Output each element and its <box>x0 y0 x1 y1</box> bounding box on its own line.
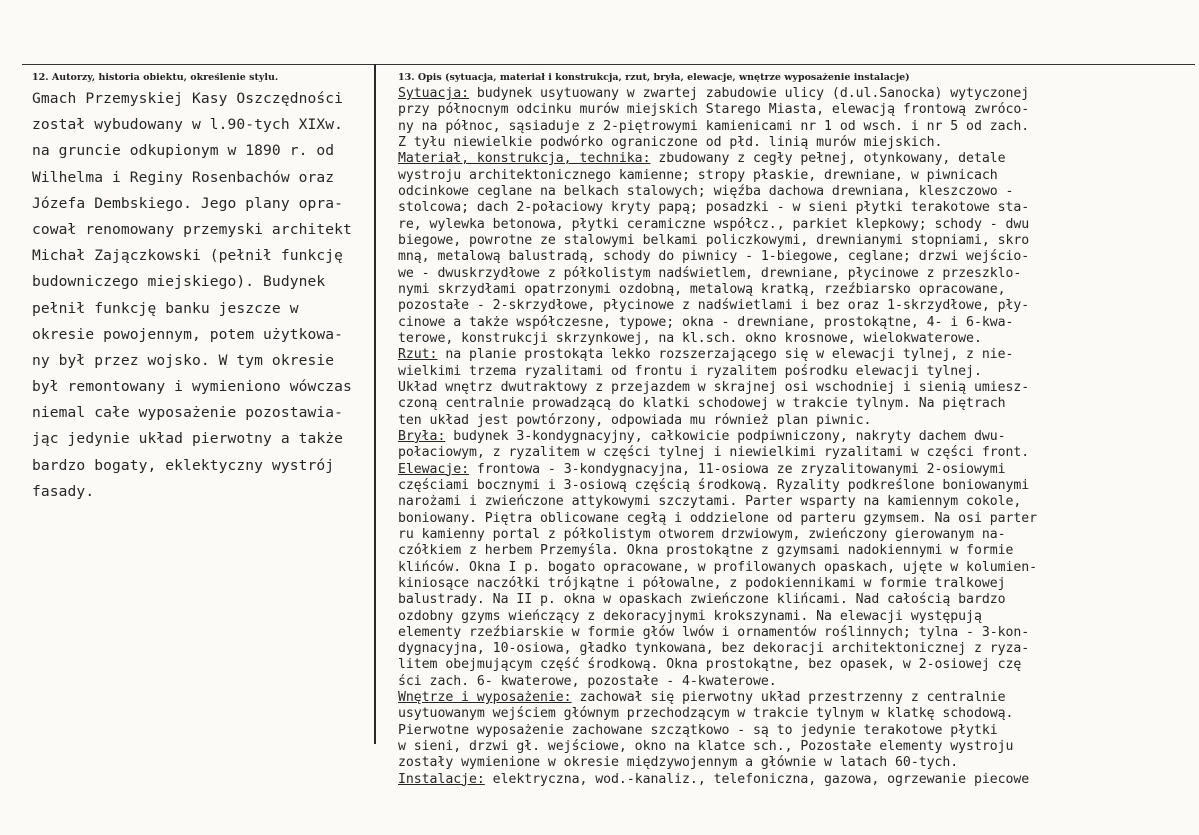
description-text <box>398 86 1198 788</box>
description-header: 13. Opis (sytuacja, materiał i konstrukcja, rzut, bryła, elewacje, wnętrze wyposażenie instalacje) <box>398 72 910 83</box>
description-line-text: Pierwotne wyposażenie zachowane szczątkowo - są to jedynie terakotowe płytki <box>398 722 998 738</box>
description-line <box>398 511 1198 527</box>
section-label: Instalacje: <box>398 771 485 787</box>
description-line-text: litem obejmującym część środkową. Okna prostokątne, bez opasek, w 2-osiowej czę <box>398 657 1022 673</box>
description-line-text: częściami bocznymi i 3-osiową częścią środkową. Ryzality podkreślone boniowanymi <box>398 477 1030 493</box>
history-line: okresie powojennym, potem użytkowa- <box>32 325 344 343</box>
history-line: budowniczego miejskiego). Budynek <box>32 273 326 291</box>
history-line: Józefa Dembskiego. Jego plany opra- <box>32 194 344 212</box>
description-line <box>398 184 1198 200</box>
description-line-text: re, wylewka betonowa, płytki ceramiczne współcz., parkiet klepkowy; schody - dwu <box>398 216 1030 232</box>
description-line <box>398 739 1198 755</box>
description-line-text: cinowe a także współczesne, typowe; okna - drewniane, prostokątne, 4- i 6-kwa- <box>398 314 1014 330</box>
description-line <box>398 282 1198 298</box>
description-line <box>398 772 1198 788</box>
description-line-text: boniowany. Piętra oblicowane cegłą i oddzielone od parteru gzymsem. Na osi parter <box>398 510 1038 526</box>
description-line-text: w sieni, drzwi gł. wejściowe, okno na klatce sch., Pozostałe elementy wystroju <box>398 739 1014 755</box>
description-section <box>398 70 1198 788</box>
section-label: Bryła: <box>398 428 446 444</box>
description-line-text: elektryczna, wod.-kanaliz., telefoniczna, gazowa, ogrzewanie piecowe <box>484 771 1030 787</box>
description-line <box>398 102 1198 118</box>
description-line <box>398 429 1198 445</box>
description-line-text: ozdobny gzyms wieńczący z dekoracyjnymi krokszynami. Na elewacji występują <box>398 608 982 624</box>
description-line-text: przy północnym odcinku murów miejskich Starego Miasta, elewacją frontową zwróco- <box>398 102 1030 118</box>
description-line <box>398 592 1198 608</box>
description-line-text: czoną centralnie prowadzącą do klatki schodowej w trakcie tylnym. Na piętrach <box>398 396 1006 412</box>
description-line-text: dygnacyjna, 10-osiowa, gładko tynkowana, bez dekoracji architektonicznej z ryza- <box>398 641 1030 657</box>
description-line-text: Układ wnętrz dwutraktowy z przejazdem w skrajnej osi wschodniej i sienią umiesz- <box>398 379 1030 395</box>
description-line <box>398 331 1198 347</box>
description-line-text: na planie prostokąta lekko rozszerzającego się w elewacji tylnej, z nie- <box>437 347 1014 363</box>
section-label: Materiał, konstrukcja, technika: <box>398 151 651 167</box>
description-line <box>398 641 1198 657</box>
section-label: Wnętrze i wyposażenie: <box>398 690 572 706</box>
description-line-text: mną, metalową balustradą, schody do piwnicy - 1-biegowe, ceglane; drzwi wejścio- <box>398 249 1030 265</box>
section-label: Elewacje: <box>398 461 470 477</box>
description-line-text: usytuowanym wejściem głównym przechodzącym w trakcie tylnym w klatkę schodową. <box>398 706 1014 722</box>
description-line-text: klińców. Okna I p. bogato opracowane, w profilowanych opaskach, ujęte w kolumien- <box>398 559 1038 575</box>
description-line-text: odcinkowe ceglane na belkach stalowych; więźba dachowa drewniana, kleszczowo - <box>398 183 1014 199</box>
description-line-text: Z tyłu niewielkie podwórko ograniczone od płd. linią murów miejskich. <box>398 134 943 150</box>
description-line <box>398 298 1198 314</box>
description-line-text: wystroju architektonicznego kamienne; stropy płaskie, drewniane, w piwnicach <box>398 167 998 183</box>
description-line-text: zostały wymienione w okresie międzywojennym a głównie w latach 60-tych. <box>398 755 959 771</box>
description-line <box>398 200 1198 216</box>
history-line: bardzo bogaty, eklektyczny wystrój <box>32 456 335 474</box>
history-line: fasady. <box>32 482 95 500</box>
description-line-text: ru kamienny portal z półkolistym otworem drzwiowym, zwieńczony gierowanym na- <box>398 526 1006 542</box>
description-line-text: pozostałe - 2-skrzydłowe, płycinowe z nadświetlami i bez oraz 1-skrzydłowe, pły- <box>398 298 1030 314</box>
description-line <box>398 233 1198 249</box>
history-line: ny był przez wojsko. W tym okresie <box>32 351 335 369</box>
description-line <box>398 657 1198 673</box>
description-line <box>398 217 1198 233</box>
description-line <box>398 706 1198 722</box>
description-line-text: czółkiem z herbem Przemyśla. Okna prostokątne z gzymsami nadokiennymi w formie <box>398 543 1014 559</box>
description-line-text: terowe, konstrukcji skrzynkowej, na kl.sch. okno krosnowe, wielokwaterowe. <box>398 330 982 346</box>
description-line <box>398 347 1198 363</box>
history-line: na gruncie odkupionym w 1890 r. od <box>32 142 335 160</box>
history-section <box>32 70 377 505</box>
description-line-text: ści zach. 6- kwaterowe, pozostałe - 4-kwaterowe. <box>398 673 777 689</box>
description-line <box>398 315 1198 331</box>
description-line <box>398 364 1198 380</box>
description-line <box>398 609 1198 625</box>
description-line <box>398 723 1198 739</box>
description-line-text: balustrady. Na II p. okna w opaskach zwieńczone klińcami. Nad całością bardzo <box>398 592 1006 608</box>
description-line-text: frontowa - 3-kondygnacyjna, 11-osiowa ze zryzalitowanymi 2-osiowymi <box>469 461 1006 477</box>
description-line-text: wielkimi trzema ryzalitami od frontu i ryzalitem pośrodku elewacji tylnej. <box>398 363 982 379</box>
description-line-text: kiniosące naczółki trójkątne i półowalne, z podokiennikami w formie tralkowej <box>398 575 1006 591</box>
description-line-text: ten układ jest powtórzony, odpowiada mu również plan piwnic. <box>398 412 872 428</box>
description-line <box>398 674 1198 690</box>
description-line <box>398 249 1198 265</box>
description-line-text: biegowe, powrotne ze stalowymi belkami policzkowymi, drewnianymi stopniami, skro <box>398 232 1030 248</box>
history-line: pełnił funkcję banku jeszcze w <box>32 299 299 317</box>
history-line: był remontowany i wymieniono wówczas <box>32 378 352 396</box>
description-line-text: połaciowym, z ryzalitem w części tylnej i niewielkimi ryzalitami w części front. <box>398 445 1030 461</box>
description-line-text: we - dwuskrzydłowe z półkolistym nadświetlem, drewniane, płycinowe z przeszklo- <box>398 265 1022 281</box>
description-line <box>398 266 1198 282</box>
description-line <box>398 494 1198 510</box>
description-line <box>398 445 1198 461</box>
history-line: Wilhelma i Reginy Rosenbachów oraz <box>32 168 335 186</box>
description-line-text: stolcowa; dach 2-połaciowy kryty papą; posadzki - w sieni płytki terakotowe sta- <box>398 200 1030 216</box>
description-line <box>398 396 1198 412</box>
description-line-text: elementy rzeźbiarskie w formie głów lwów i ornamentów roślinnych; tylna - 3-kon- <box>398 624 1030 640</box>
history-line: jąc jedynie układ pierwotny a także <box>32 430 344 448</box>
description-line <box>398 119 1198 135</box>
description-line <box>398 625 1198 641</box>
history-line: został wybudowany w l.90-tych XIXw. <box>32 116 344 134</box>
description-line-text: zachował się pierwotny układ przestrzenny z centralnie <box>571 690 1006 706</box>
description-line <box>398 86 1198 102</box>
description-line <box>398 478 1198 494</box>
description-line <box>398 576 1198 592</box>
description-line <box>398 560 1198 576</box>
history-line: niemal całe wyposażenie pozostawia- <box>32 404 344 422</box>
description-line <box>398 168 1198 184</box>
description-line <box>398 135 1198 151</box>
description-line <box>398 527 1198 543</box>
history-line: cował renomowany przemyski architekt <box>32 220 352 238</box>
history-line: Gmach Przemyskiej Kasy Oszczędności <box>32 90 344 107</box>
description-line-text: ny na północ, sąsiaduje z 2-piętrowymi kamienicami nr 1 od wsch. i nr 5 od zach. <box>398 118 1030 134</box>
description-line-text: budynek usytuowany w zwartej zabudowie ulicy (d.ul.Sanocka) wytyczonej <box>469 86 1030 101</box>
description-line <box>398 755 1198 771</box>
description-line <box>398 690 1198 706</box>
history-line: Michał Zajączkowski (pełnił funkcję <box>32 247 344 265</box>
description-line-text: zbudowany z cegły pełnej, otynkowany, detale <box>650 151 1006 167</box>
description-line-text: budynek 3-kondygnacyjny, całkowicie podpiwniczony, nakryty dachem dwu- <box>445 428 1006 444</box>
header-rule <box>22 64 1195 65</box>
description-line-text: narożami i zwieńczone attykowymi szczytami. Parter wsparty na kamiennym cokole, <box>398 494 1022 510</box>
description-line <box>398 413 1198 429</box>
description-line <box>398 462 1198 478</box>
description-line <box>398 151 1198 167</box>
history-header: 12. Autorzy, historia obiektu, określenie stylu. <box>32 72 279 83</box>
description-line <box>398 380 1198 396</box>
history-text <box>32 86 377 505</box>
description-line <box>398 543 1198 559</box>
section-label: Sytuacja: <box>398 86 470 101</box>
description-line-text: nymi skrzydłami opatrzonymi ozdobną, metalową kratką, rzeźbiarsko opracowane, <box>398 281 1006 297</box>
section-label: Rzut: <box>398 347 438 363</box>
